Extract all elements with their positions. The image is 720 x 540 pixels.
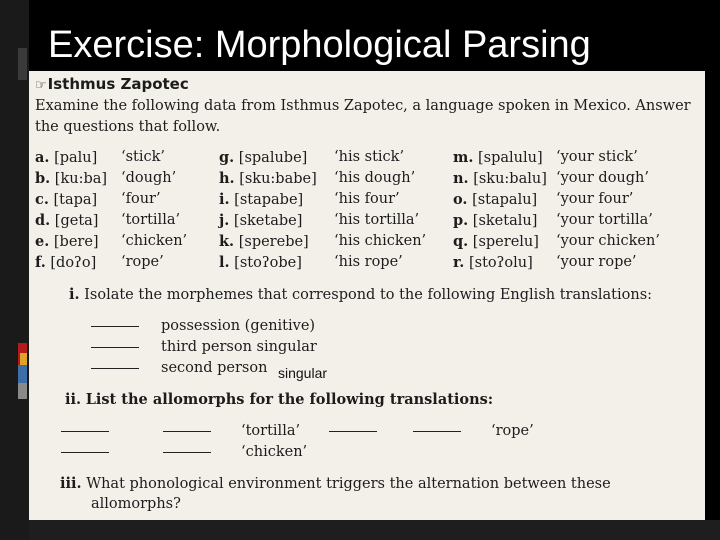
item-letter: k. bbox=[219, 233, 235, 250]
heading-text: Isthmus Zapotec bbox=[47, 75, 189, 93]
item-form: [tapa] bbox=[53, 192, 98, 208]
question-text: List the allomorphs for the following translations: bbox=[85, 391, 494, 408]
gloss-rope: ‘rope’ bbox=[491, 423, 534, 439]
item-letter: r. bbox=[453, 254, 465, 271]
data-gloss: ‘your stick’ bbox=[556, 149, 638, 165]
data-gloss: ‘his stick’ bbox=[334, 149, 405, 165]
item-letter: j. bbox=[219, 212, 230, 229]
data-gloss: ‘his tortilla’ bbox=[334, 212, 420, 228]
question-i bbox=[69, 286, 652, 303]
data-row bbox=[453, 191, 537, 208]
section-heading bbox=[35, 75, 189, 93]
question-text-cont: allomorphs? bbox=[91, 496, 181, 512]
item-letter: q. bbox=[453, 233, 469, 250]
answer-line bbox=[91, 360, 139, 376]
item-form: [spalube] bbox=[238, 150, 308, 166]
item-form: [doʔo] bbox=[50, 255, 97, 271]
slide-title: Exercise: Morphological Parsing bbox=[48, 24, 591, 66]
item-form: [stoʔobe] bbox=[234, 255, 302, 271]
item-letter: m. bbox=[453, 149, 474, 166]
data-row bbox=[453, 212, 537, 229]
data-gloss: ‘your chicken’ bbox=[556, 233, 660, 249]
blank-line bbox=[61, 430, 109, 432]
item-form: [palu] bbox=[54, 150, 98, 166]
item-letter: a. bbox=[35, 149, 50, 166]
data-row bbox=[219, 212, 302, 229]
data-gloss: ‘chicken’ bbox=[121, 233, 188, 249]
data-gloss: ‘your tortilla’ bbox=[556, 212, 653, 228]
data-gloss: ‘his chicken’ bbox=[334, 233, 427, 249]
item-form: [stapalu] bbox=[472, 192, 538, 208]
data-gloss: ‘his rope’ bbox=[334, 254, 403, 270]
answer-line bbox=[329, 423, 377, 439]
accent-bar-dark bbox=[18, 48, 27, 80]
blank-line bbox=[91, 367, 139, 369]
item-letter: f. bbox=[35, 254, 46, 271]
answer-line bbox=[61, 444, 109, 460]
data-gloss: ‘tortilla’ bbox=[121, 212, 181, 228]
question-text: What phonological environment triggers the alternation between these bbox=[86, 476, 611, 492]
item-form: [sketalu] bbox=[472, 213, 538, 229]
item-form: [stoʔolu] bbox=[468, 255, 533, 271]
data-gloss: ‘rope’ bbox=[121, 254, 164, 270]
item-letter: e. bbox=[35, 233, 50, 250]
data-row bbox=[453, 149, 543, 166]
item-letter: b. bbox=[35, 170, 51, 187]
answer-line bbox=[61, 423, 109, 439]
data-gloss: ‘four’ bbox=[121, 191, 161, 207]
data-row bbox=[35, 149, 97, 166]
accent-bar-blue bbox=[18, 365, 27, 383]
item-letter: n. bbox=[453, 170, 469, 187]
question-text: Isolate the morphemes that correspond to the following English translations: bbox=[84, 287, 653, 303]
blank-line bbox=[163, 430, 211, 432]
accent-bar-gold bbox=[20, 353, 27, 365]
data-row bbox=[453, 233, 539, 250]
item-letter: g. bbox=[219, 149, 235, 166]
data-row bbox=[35, 254, 96, 271]
data-row bbox=[35, 170, 107, 187]
item-form: [spalulu] bbox=[478, 150, 543, 166]
left-decor-strip bbox=[0, 0, 29, 540]
data-gloss: ‘your dough’ bbox=[556, 170, 649, 186]
item-letter: o. bbox=[453, 191, 468, 208]
intro-paragraph: Examine the following data from Isthmus Zapotec, a language spoken in Mexico. Answer the questions that follow. bbox=[35, 98, 691, 135]
blank-line bbox=[91, 346, 139, 348]
question-number: ii. bbox=[65, 391, 82, 408]
data-gloss: ‘his dough’ bbox=[334, 170, 416, 186]
answer-line bbox=[413, 423, 461, 439]
item-form: [sku:babe] bbox=[239, 171, 317, 187]
accent-bar-gray bbox=[18, 383, 27, 399]
morpheme-item: third person singular bbox=[161, 339, 317, 355]
data-row bbox=[35, 212, 98, 229]
item-letter: c. bbox=[35, 191, 49, 208]
answer-line bbox=[91, 318, 139, 334]
data-row bbox=[219, 254, 302, 271]
item-form: [bere] bbox=[53, 234, 99, 250]
textbook-page-image bbox=[29, 71, 705, 520]
question-number: iii. bbox=[60, 475, 82, 492]
data-row bbox=[219, 233, 309, 250]
item-letter: i. bbox=[219, 191, 230, 208]
answer-line bbox=[163, 444, 211, 460]
data-row bbox=[219, 149, 307, 166]
data-gloss: ‘your four’ bbox=[556, 191, 634, 207]
bottom-bar bbox=[29, 520, 720, 540]
gloss-chicken: ‘chicken’ bbox=[241, 444, 308, 460]
data-gloss: ‘stick’ bbox=[121, 149, 166, 165]
data-row bbox=[219, 191, 303, 208]
morpheme-item: possession (genitive) bbox=[161, 318, 316, 334]
item-letter: h. bbox=[219, 170, 235, 187]
item-form: [geta] bbox=[54, 213, 99, 229]
item-letter: p. bbox=[453, 212, 469, 229]
question-number: i. bbox=[69, 286, 80, 303]
answer-line bbox=[91, 339, 139, 355]
data-gloss: ‘your rope’ bbox=[556, 254, 637, 270]
question-ii bbox=[65, 391, 493, 408]
gloss-tortilla: ‘tortilla’ bbox=[241, 423, 301, 439]
item-form: [ku:ba] bbox=[54, 171, 108, 187]
data-row bbox=[35, 233, 99, 250]
data-gloss: ‘dough’ bbox=[121, 170, 177, 186]
data-row bbox=[453, 170, 547, 187]
item-letter: d. bbox=[35, 212, 51, 229]
data-row bbox=[453, 254, 533, 271]
blank-line bbox=[61, 451, 109, 453]
blank-line bbox=[91, 325, 139, 327]
item-form: [stapabe] bbox=[234, 192, 304, 208]
blank-line bbox=[163, 451, 211, 453]
item-form: [sku:balu] bbox=[473, 171, 547, 187]
blank-line bbox=[413, 430, 461, 432]
data-row bbox=[219, 170, 317, 187]
item-form: [sperelu] bbox=[472, 234, 539, 250]
data-gloss: ‘his four’ bbox=[334, 191, 400, 207]
answer-line bbox=[163, 423, 211, 439]
item-form: [sketabe] bbox=[233, 213, 303, 229]
pointing-hand-icon: ☞ bbox=[35, 78, 47, 93]
question-iii bbox=[60, 475, 611, 492]
item-letter: l. bbox=[219, 254, 230, 271]
blank-line bbox=[329, 430, 377, 432]
morpheme-item: second person bbox=[161, 360, 268, 376]
data-row bbox=[35, 191, 97, 208]
item-form: [sperebe] bbox=[238, 234, 309, 250]
singular-annotation: singular bbox=[278, 365, 328, 381]
